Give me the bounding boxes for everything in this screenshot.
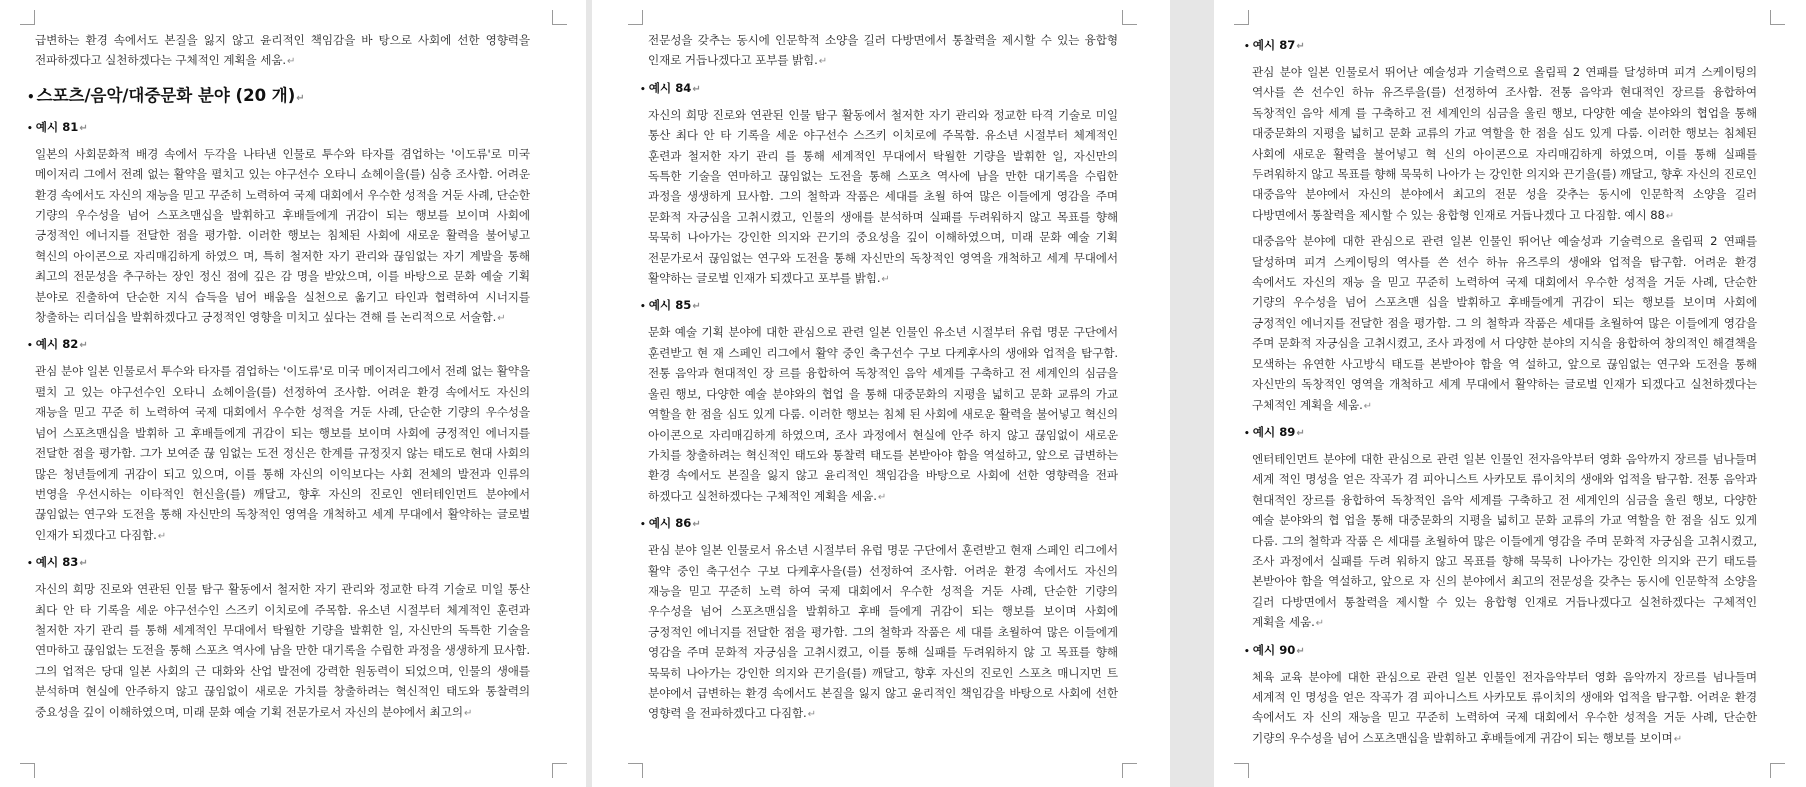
- example-heading[interactable]: [640, 79, 1118, 99]
- paragraph-text[interactable]: 문화 예술 기획 분야에 대한 관심으로 관련 일본 인물인 유소년 시절부터 유럽 명문 구단에서 훈련받고 현 재 스페인 리그에서 활약 중인 축구선수 구보 다케후사의 생애와 업적을 탐구함. 전통 음악과 현대적인 장 르를 융합하여 독창적인 음악 세계를 구축하고 전 세계인의 심금을 울린 행보, 다양한 예술 분야와의 협업 을 통해 대중문화의 지평을 넓히고 문화 교류의 가교 역할을 한 점을 심도 있게 다룸. 이러한 행보는 침체 된 사회에 새로운 활력을 불어넣고 혁신의 아이콘으로 자리매김하게 하였으며, 조사 과정에서 현실에 안주 하지 않고 끊임없이 새로운 가치를 창출하려는 혁신적인 태도와 통찰력 태도를 본받아야 함을 역설하고, 앞으로 급변하는 환경 속에서도 본질을 잃지 않고 윤리적인 책임감을 바탕으로 사회에 선한 영향력을 전파 하겠다고 실천하겠다는 구체적인 계획을 세움.: [648, 325, 1118, 503]
- example-heading-text[interactable]: 예시 90: [1252, 642, 1296, 657]
- example-heading[interactable]: [640, 514, 1118, 534]
- bullet-icon: •: [640, 302, 646, 313]
- paragraph-mark-icon: ↵: [1363, 400, 1372, 412]
- paragraph-mark-icon: ↵: [79, 558, 88, 570]
- paragraph-text[interactable]: 체육 교육 분야에 대한 관심으로 관련 일본 인물인 전자음악부터 영화 음악까지 장르를 넘나들며 세계적 인 명성을 얻은 작곡가 겸 피아니스트 사카모토 류이치의 생애와 업적을 탐구함. 어려운 환경 속에서도 자 신의 재능을 믿고 꾸준히 노력하여 국제 대회에서 우수한 성적을 거둔 사례, 단순한 기량의 우수성을 넘어 스포츠맨십을 발휘하고 후배들에게 귀감이 되는 행보를 보이며: [1252, 669, 1757, 745]
- paragraph-mark-icon: ↵: [79, 340, 88, 352]
- page-corner-mark: [1122, 763, 1137, 778]
- paragraph-mark-icon: ↵: [1315, 618, 1324, 630]
- paragraph-mark-icon: ↵: [1296, 41, 1305, 52]
- bullet-icon: •: [1244, 42, 1250, 52]
- body-paragraph[interactable]: [35, 361, 530, 547]
- page-corner-mark: [1234, 763, 1249, 778]
- example-heading[interactable]: [640, 296, 1118, 316]
- body-paragraph[interactable]: [35, 30, 530, 73]
- example-heading-text[interactable]: 예시 89: [1252, 424, 1296, 439]
- paragraph-text[interactable]: 관심 분야 일본 인물로서 뛰어난 예술성과 기술력으로 올림픽 2 연패를 달성하며 피겨 스케이팅의 역사를 쓴 선수인 하뉴 유즈루을(를) 선정하여 조사함. 전통 음악과 현대적인 장르를 융합하여 독창적인 음악 세계 를 구축하고 전 세계인의 심금을 울린 행보, 다양한 예술 분야와의 협업을 통해 대중문화의 지평을 넓히고 문화 교류의 가교 역할을 한 점을 심도 있게 다룸. 이러한 행보는 침체된 사회에 새로운 활력을 불어넣고 혁 신의 아이콘으로 자리매김하게 하였으며, 이를 통해 실패를 두려워하지 않고 목표를 향해 묵묵히 나아가 는 강인한 의지와 끈기을(를) 깨달고, 향후 자신의 진로인 대중음악 분야에서 자신의 분야에서 최고의 전문 성을 갖추는 동시에 인문학적 소양을 길러 다방면에서 통찰력을 제시할 수 있는 융합형 인재로 거듭나겠다 고 다짐함. 예시 88: [1252, 65, 1757, 222]
- bullet-icon: •: [640, 520, 646, 531]
- paragraph-mark-icon: ↵: [463, 707, 473, 719]
- page-corner-mark: [1234, 10, 1249, 25]
- paragraph-text[interactable]: 자신의 희망 진로와 연관된 인물 탐구 활동에서 철저한 자기 관리와 정교한 타격 기술로 미일 통산 최다 안 타 기록을 세운 야구선수인 스즈키 이치로에 주목함. 유소년 시절부터 체계적인 훈련과 철저한 자기 관리 를 통해 세계적인 무대에서 탁월한 기량을 발휘한 일, 자신만의 독특한 기술을 연마하고 끊임없는 도전을 통해 스포츠 역사에 남을 만한 대기록을 수립한 과정을 생생하게 묘사함. 그의 업적은 당대 일본 사회의 근 대화와 산업 발전에 강력한 원동력이 되었으며, 인물의 생애를 분석하며 현실에 안주하지 않고 끊임없이 새로운 가치를 창출하려는 혁신적인 태도와 통찰력의 중요성을 깊이 이해하였으며, 미래 문화 예술 기획 전문가로서 자신의 분야에서 최고의: [35, 582, 530, 719]
- paragraph-mark-icon: ↵: [818, 56, 828, 68]
- paragraph-mark-icon: ↵: [497, 313, 506, 325]
- bullet-icon: •: [1244, 646, 1250, 657]
- example-heading[interactable]: [27, 553, 530, 573]
- section-heading-text[interactable]: 스포츠/음악/대중문화 분야 (20 개): [36, 85, 296, 105]
- paragraph-mark-icon: ↵: [1665, 210, 1675, 222]
- paragraph-mark-icon: ↵: [692, 301, 701, 313]
- paragraph-mark-icon: ↵: [807, 709, 816, 721]
- paragraph-mark-icon: ↵: [296, 92, 305, 104]
- paragraph-text[interactable]: 관심 분야 일본 인물로서 유소년 시절부터 유럽 명문 구단에서 훈련받고 현재 스페인 리그에서 활약 중인 축구선수 구보 다케후사을(를) 선정하여 조사함. 어려운 환경 속에서도 자신의 재능을 믿고 꾸준히 노력 하여 국제 대회에서 우수한 성적을 거둔 사례, 단순한 기량의 우수성을 넘어 스포츠맨십을 발휘하고 후배 들에게 귀감이 되는 행보를 보이며 사회에 긍정적인 에너지를 전달한 점을 평가함. 그의 철학과 작품은 세 대를 초월하여 많은 이들에게 영감을 주며 문화적 자긍심을 고취시켰고, 이를 통해 실패를 두려워하지 않 고 목표를 향해 묵묵히 나아가는 강인한 의지와 끈기을(를) 깨달고, 향후 자신의 진로인 스포츠 매니지먼 트 분야에서 급변하는 환경 속에서도 본질을 잃지 않고 윤리적인 책임감을 바탕으로 사회에 선한 영향력 을 전파하겠다고 다짐함.: [648, 543, 1118, 721]
- page-text-area[interactable]: [640, 30, 1118, 730]
- paragraph-text[interactable]: 전문성을 갖추는 동시에 인문학적 소양을 길러 다방면에서 통찰력을 제시할 수 있는 융합형 인재로 거듭나겠다고 포부를 밝힘.: [648, 33, 1118, 68]
- bullet-icon: •: [27, 341, 33, 352]
- paragraph-text[interactable]: 급변하는 환경 속에서도 본질을 잃지 않고 윤리적인 책임감을 바 탕으로 사회에 선한 영향력을 전파하겠다고 실천하겠다는 구체적인 계획을 세움.: [35, 33, 530, 68]
- page-text-area[interactable]: [27, 30, 530, 728]
- paragraph-text[interactable]: 엔터테인먼트 분야에 대한 관심으로 관련 일본 인물인 전자음악부터 영화 음악까지 장르를 넘나들며 세계 적인 명성을 얻은 작곡가 겸 피아니스트 사카모토 류이치의 생애와 업적을 탐구함. 전통 음악과 현대적인 장르를 융합하여 독창적인 음악 세계를 구축하고 전 세계인의 심금을 울린 행보, 다양한 예술 분야와의 협 업을 통해 대중문화의 지평을 넓히고 문화 교류의 가교 역할을 한 점을 심도 있게 다룸. 그의 철학과 작품 은 세대를 초월하여 많은 이들에게 영감을 주며 문화적 자긍심을 고취시켰고, 조사 과정에서 실패를 두려 워하지 않고 목표를 향해 묵묵히 나아가는 강인한 의지와 끈기 태도를 본받아야 함을 역설하고, 앞으로 자 신의 분야에서 최고의 전문성을 갖추는 동시에 인문학적 소양을 길러 다방면에서 통찰력을 제시할 수 있는 융합형 인재로 거듭나겠다고 실천하겠다는 구체적인 계획을 세움.: [1252, 451, 1757, 630]
- example-heading[interactable]: [1244, 641, 1757, 661]
- example-heading-text[interactable]: 예시 87: [1252, 38, 1296, 52]
- paragraph-text[interactable]: 관심 분야 일본 인물로서 투수와 타자를 겸업하는 '이도류'로 미국 메이저리그에서 전례 없는 활약을 펼치 고 있는 야구선수인 오타니 쇼헤이을(를) 선정하여 조사함. 어려운 환경 속에서도 자신의 재능을 믿고 꾸준 히 노력하여 국제 대회에서 우수한 성적을 거둔 사례, 단순한 기량의 우수성을 넘어 스포츠맨십을 발휘하 고 후배들에게 귀감이 되는 행보를 보이며 사회에 긍정적인 에너지를 전달한 점을 평가함. 그가 보여준 끊 임없는 도전 정신은 한계를 규정짓지 않는 태도로 현대 사회의 많은 청년들에게 귀감이 되고 있으며, 이를 통해 자신의 이익보다는 사회 전체의 발전과 인류의 번영을 우선시하는 이타적인 헌신을(를) 깨달고, 향후 자신의 진로인 엔터테인먼트 분야에서 끊임없는 연구와 도전을 통해 자신만의 독창적인 영역을 개척하고 세계 무대에서 활약하는 글로벌 인재가 되겠다고 다짐함.: [35, 364, 530, 542]
- page-corner-mark: [552, 10, 567, 25]
- body-paragraph[interactable]: [1252, 449, 1757, 635]
- paragraph-mark-icon: ↵: [692, 519, 701, 531]
- paragraph-mark-icon: ↵: [692, 83, 701, 95]
- body-paragraph[interactable]: [648, 322, 1118, 508]
- page-corner-mark: [1770, 763, 1785, 778]
- page-corner-mark: [628, 10, 643, 25]
- example-heading-text[interactable]: 예시 81: [35, 119, 79, 134]
- body-paragraph[interactable]: [648, 30, 1118, 73]
- paragraph-mark-icon: ↵: [877, 491, 887, 503]
- bullet-icon: •: [640, 84, 646, 95]
- example-heading-text[interactable]: 예시 86: [648, 516, 692, 531]
- body-paragraph[interactable]: [35, 579, 530, 724]
- page-corner-mark: [20, 763, 35, 778]
- paragraph-mark-icon: ↵: [1296, 645, 1305, 657]
- document-page-1[interactable]: [0, 0, 586, 787]
- example-heading[interactable]: [1244, 423, 1757, 443]
- paragraph-mark-icon: ↵: [79, 122, 88, 134]
- body-paragraph[interactable]: [35, 144, 530, 330]
- paragraph-text[interactable]: 대중음악 분야에 대한 관심으로 관련 일본 인물인 뛰어난 예술성과 기술력으로 올림픽 2 연패를 달성하며 피겨 스케이팅의 역사를 쓴 선수 하뉴 유즈루의 생애와 업적을 탐구함. 어려운 환경 속에서도 자신의 재능 을 믿고 꾸준히 노력하여 국제 대회에서 우수한 성적을 거둔 사례, 단순한 기량의 우수성을 넘어 스포츠맨 십을 발휘하고 후배들에게 귀감이 되는 행보를 보이며 사회에 긍정적인 에너지를 전달한 점을 평가함. 그 의 철학과 작품은 세대를 초월하여 많은 이들에게 영감을 주며 문화적 자긍심을 고취시켰고, 조사 과정에 서 다양한 분야의 지식을 융합하여 창의적인 해결책을 모색하는 유연한 사고방식 태도를 본받아야 함을 역 설하고, 앞으로 끊임없는 연구와 도전을 통해 자신만의 독창적인 영역을 개척하고 세계 무대에서 활약하는 글로벌 인재가 되겠다고 실천하겠다는 구체적인 계획을 세움.: [1252, 234, 1757, 412]
- body-paragraph[interactable]: [1252, 62, 1757, 227]
- page-text-area[interactable]: [1244, 30, 1757, 754]
- paragraph-text[interactable]: 일본의 사회문화적 배경 속에서 두각을 나타낸 인물로 투수와 타자를 겸업하는 '이도류'로 미국 메이저리 그에서 전례 없는 활약을 펼치고 있는 야구선수 오타니 쇼헤이을(를) 심층 조사함. 어려운 환경 속에서도 자신의 재능을 믿고 꾸준히 노력하여 국제 대회에서 우수한 성적을 거둔 사례, 단순한 기량의 우수성을 넘어 스포츠맨십을 발휘하고 후배들에게 귀감이 되는 행보를 보이며 사회에 긍정적인 에너지를 전달한 점을 평가함. 이러한 행보는 침체된 사회에 새로운 활력을 불어넣고 혁신의 아이콘으로 자리매김하게 하였으 며, 특히 철저한 자기 관리와 끊임없는 자기 계발을 통해 최고의 전문성을 추구하는 장인 정신 점에 깊은 감 명을 받았으며, 이를 바탕으로 문화 예술 기획 분야로 진출하여 단순한 지식 습득을 넘어 배움을 실천으로 옮기고 타인과 협력하여 시너지를 창출하는 리더십을 발휘하겠다고 긍정적인 영향을 미치고 싶다는 견해 를 논리적으로 서술함.: [35, 146, 530, 325]
- bullet-icon: •: [1244, 428, 1250, 439]
- body-paragraph[interactable]: [1252, 667, 1757, 751]
- page-corner-mark: [628, 763, 643, 778]
- example-heading-text[interactable]: 예시 82: [35, 337, 79, 352]
- bullet-icon: •: [27, 89, 35, 104]
- example-heading[interactable]: [27, 118, 530, 138]
- example-heading-text[interactable]: 예시 85: [648, 298, 692, 313]
- document-page-3[interactable]: [1214, 0, 1806, 787]
- example-heading[interactable]: [27, 335, 530, 355]
- body-paragraph[interactable]: [1252, 231, 1757, 417]
- example-heading[interactable]: [1244, 36, 1757, 56]
- page-corner-mark: [20, 10, 35, 25]
- paragraph-mark-icon: ↵: [287, 56, 296, 68]
- paragraph-mark-icon: ↵: [881, 274, 890, 286]
- example-heading-text[interactable]: 예시 84: [648, 80, 692, 95]
- bullet-icon: •: [27, 123, 33, 134]
- paragraph-text[interactable]: 자신의 희망 진로와 연관된 인물 탐구 활동에서 철저한 자기 관리와 정교한 타격 기술로 미일 통산 최다 안 타 기록을 세운 야구선수 스즈키 이치로에 주목함. 유소년 시절부터 체계적인 훈련과 철저한 자기 관리 를 통해 세계적인 무대에서 탁월한 기량을 발휘한 일, 자신만의 독특한 기술을 연마하고 끊임없는 도전을 통해 스포츠 역사에 남을 만한 대기록을 수립한 과정을 생생하게 묘사함. 그의 철학과 작품은 세대를 초월 하여 많은 이들에게 영감을 주며 문화적 자긍심을 고취시켰고, 인물의 생애를 분석하며 실패를 두려워하지 않고 목표를 향해 묵묵히 나아가는 강인한 의지와 끈기의 중요성을 깊이 이해하였으며, 미래 문화 예술 기획 전문가로서 끊임없는 연구와 도전을 통해 자신만의 독창적인 영역을 개척하고 세계 무대에서 활약하는 글로벌 인재가 되겠다고 포부를 밝힘.: [648, 107, 1118, 286]
- bullet-icon: •: [27, 559, 33, 570]
- example-heading-text[interactable]: 예시 83: [35, 555, 79, 570]
- paragraph-mark-icon: ↵: [1673, 733, 1683, 745]
- page-corner-mark: [1770, 10, 1785, 25]
- page-corner-mark: [1122, 10, 1137, 25]
- paragraph-mark-icon: ↵: [157, 530, 167, 542]
- section-heading[interactable]: [27, 85, 530, 110]
- page-corner-mark: [552, 763, 567, 778]
- body-paragraph[interactable]: [648, 105, 1118, 291]
- document-page-2[interactable]: [592, 0, 1170, 787]
- body-paragraph[interactable]: [648, 540, 1118, 726]
- paragraph-mark-icon: ↵: [1296, 427, 1305, 439]
